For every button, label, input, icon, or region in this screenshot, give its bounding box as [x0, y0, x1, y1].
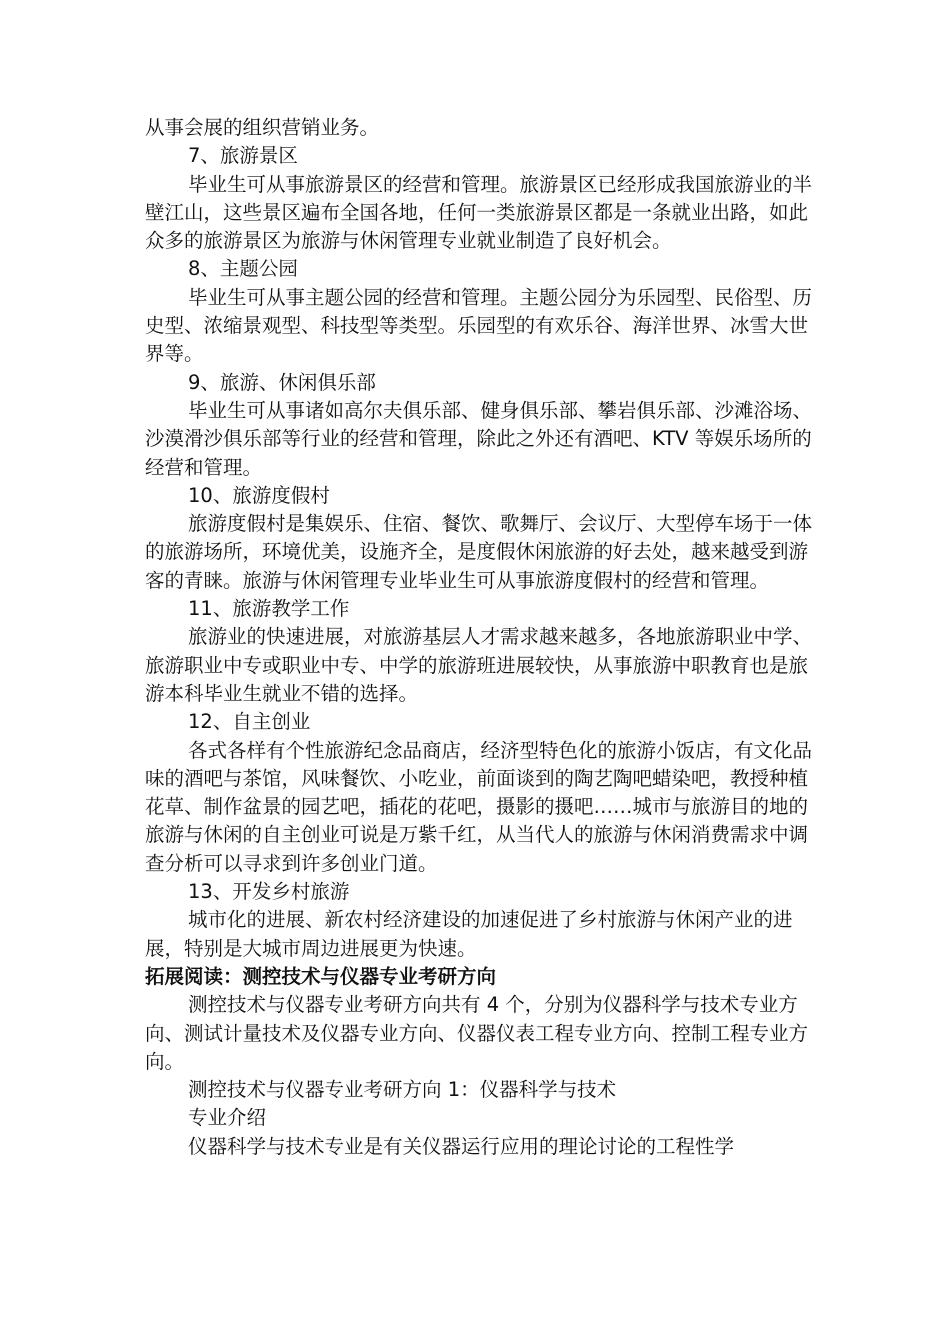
- paragraph-research-directions: 测控技术与仪器专业考研方向共有 4 个，分别为仪器科学与技术专业方向、测试计量技术及仪器专业方向、仪器仪表工程专业方向、控制工程专业方向。: [145, 993, 809, 1073]
- document-body: [145, 114, 820, 1161]
- section-heading-theme-parks: 8、主题公园: [188, 257, 298, 281]
- paragraph-entrepreneurship: 各式各样有个性旅游纪念品商店，经济型特色化的旅游小饭店，有文化品味的酒吧与茶馆，风味餐饮、小吃业，前面谈到的陶艺陶吧蜡染吧，教授种植花草、制作盆景的园艺吧，插花的花吧，摄影的摄吧……城市与旅游目的地的旅游与休闲的自主创业可说是万紫千红，从当代人的旅游与休闲消费需求中调查分析可以寻求到许多创业门道。: [145, 738, 813, 875]
- paragraph-leisure-clubs: 毕业生可从事诸如高尔夫俱乐部、健身俱乐部、攀岩俱乐部、沙滩浴场、沙漠滑沙俱乐部等行业的经营和管理，除此之外还有酒吧、KTV 等娱乐场所的经营和管理。: [145, 398, 813, 479]
- paragraph-continuation: 从事会展的组织营销业务。: [145, 116, 380, 139]
- paragraph-rural-tourism: 城市化的进展、新农村经济建设的加速促进了乡村旅游与休闲产业的进展，特别是大城市周边进展更为快速。: [145, 908, 793, 960]
- paragraph-major-intro: 仪器科学与技术专业是有关仪器运行应用的理论讨论的工程性学: [188, 1134, 735, 1158]
- extended-reading-title: 拓展阅读：测控技术与仪器专业考研方向: [145, 964, 497, 988]
- section-heading-resorts: 10、旅游度假村: [188, 483, 330, 507]
- section-heading-tourist-attractions: 7、旅游景区: [188, 144, 298, 168]
- paragraph-teaching: 旅游业的快速进展，对旅游基层人才需求越来越多，各地旅游职业中学、旅游职业中专或职业中专、中学的旅游班进展较快，从事旅游中职教育也是旅游本科毕业生就业不错的选择。: [145, 625, 813, 705]
- subheading-direction-1: 测控技术与仪器专业考研方向 1：仪器科学与技术: [188, 1078, 617, 1102]
- paragraph-resorts: 旅游度假村是集娱乐、住宿、餐饮、歌舞厅、会议厅、大型停车场于一体的旅游场所，环境优美，设施齐全，是度假休闲旅游的好去处，越来越受到游客的青睐。旅游与休闲管理专业毕业生可从事旅游度假村的经营和管理。: [145, 512, 813, 592]
- section-heading-rural-tourism: 13、开发乡村旅游: [188, 880, 350, 904]
- section-heading-leisure-clubs: 9、旅游、休闲俱乐部: [188, 370, 376, 394]
- section-heading-entrepreneurship: 12、自主创业: [188, 710, 311, 734]
- paragraph-tourist-attractions: 毕业生可从事旅游景区的经营和管理。旅游景区已经形成我国旅游业的半壁江山，这些景区遍布全国各地，任何一类旅游景区都是一条就业出路，如此众多的旅游景区为旅游与休闲管理专业就业制造了良好机会。: [145, 172, 813, 253]
- paragraph-theme-parks: 毕业生可从事主题公园的经营和管理。主题公园分为乐园型、民俗型、历史型、浓缩景观型、科技型等类型。乐园型的有欢乐谷、海洋世界、冰雪大世界等。: [145, 285, 813, 366]
- subheading-major-intro: 专业介绍: [188, 1106, 267, 1130]
- section-heading-teaching: 11、旅游教学工作: [188, 597, 350, 621]
